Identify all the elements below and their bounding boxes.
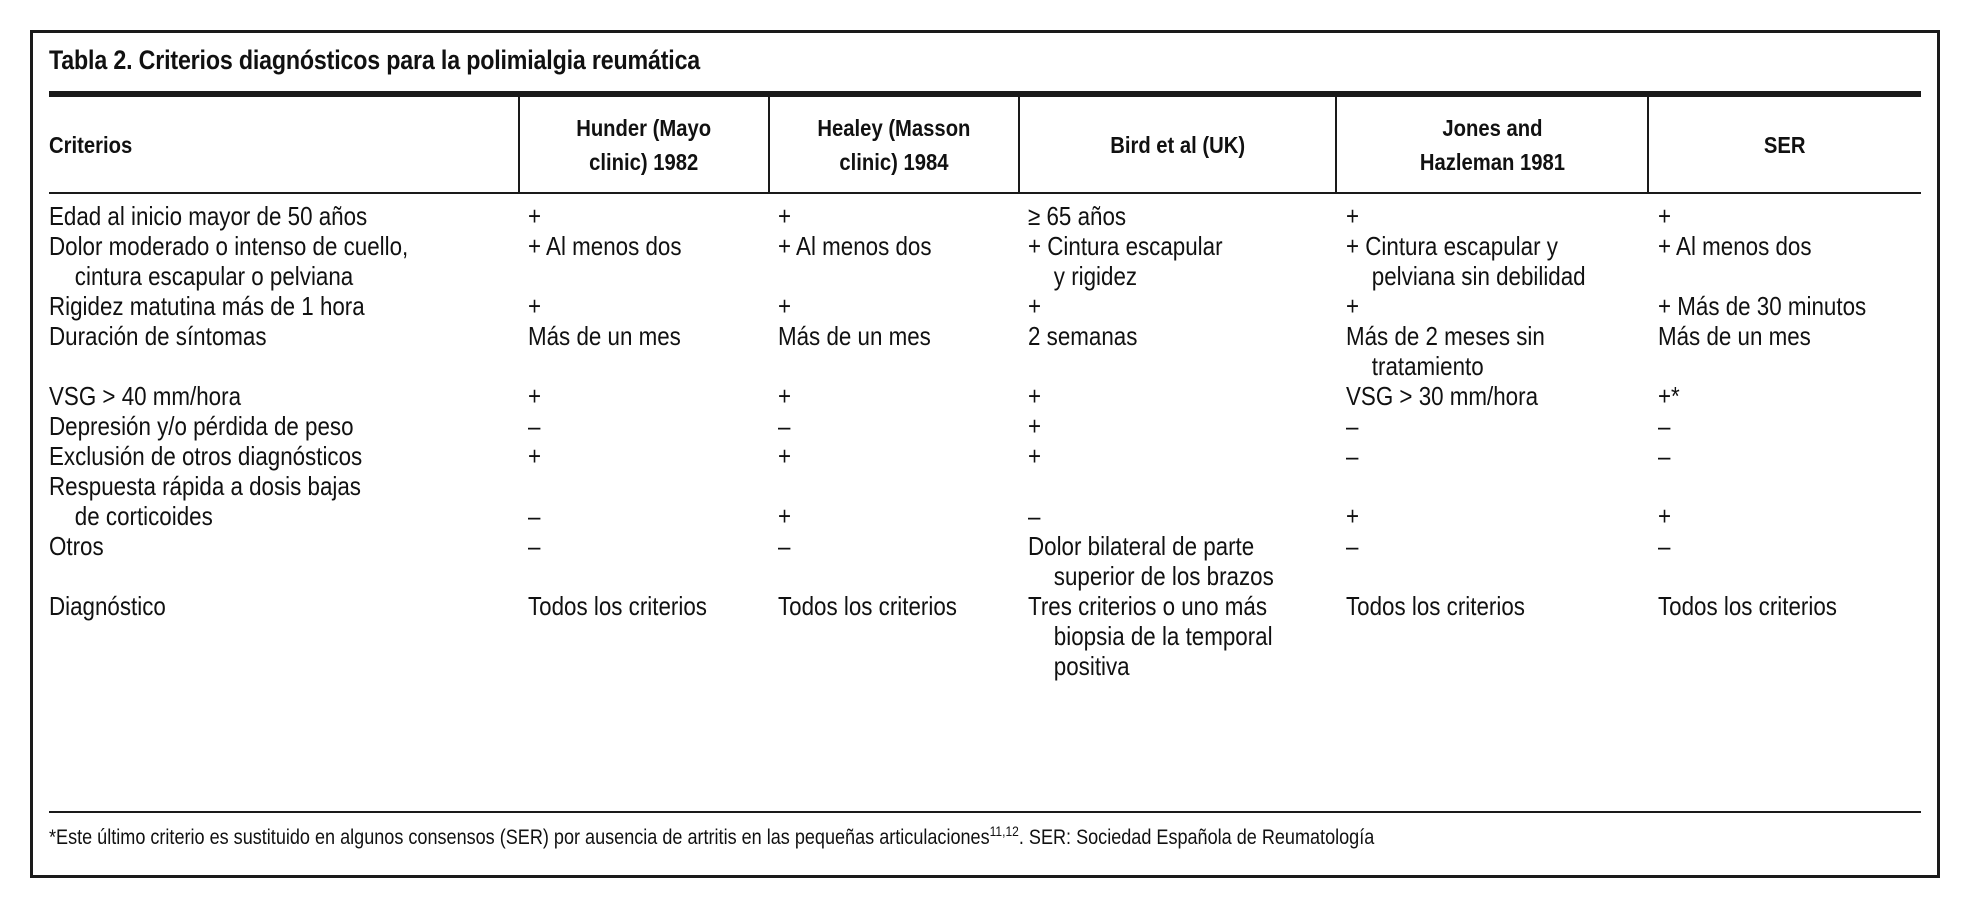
cell-line: Respuesta rápida a dosis bajas [49, 471, 361, 501]
cell-line: + Al menos dos [528, 231, 682, 261]
cell-line: Más de un mes [778, 321, 931, 351]
table-cell [528, 231, 707, 291]
cell-line: Otros [49, 531, 104, 561]
cell-line: + [1028, 411, 1042, 441]
table-frame [30, 30, 1940, 878]
cell-line: + [778, 441, 792, 471]
cell-line [528, 261, 682, 291]
cell-line: Rigidez matutina más de 1 hora [49, 291, 365, 321]
cell-line: + [1658, 201, 1672, 231]
cell-line: + [528, 381, 542, 411]
cell-line: VSG > 40 mm/hora [49, 381, 242, 411]
header-line: Hunder (Mayo [576, 114, 712, 141]
cell-line: Más de un mes [528, 321, 681, 351]
header-rule [49, 192, 1921, 194]
table-cell [1658, 471, 1673, 531]
header-line: clinic) 1984 [839, 148, 949, 175]
cell-line: – [778, 531, 791, 561]
cell-line [49, 561, 104, 591]
row-criterion [49, 471, 412, 531]
cell-line [778, 471, 791, 501]
header-line: Criterios [49, 131, 133, 158]
cell-line: Dolor moderado o intenso de cuello, [49, 231, 409, 261]
cell-line [778, 561, 804, 591]
table-cell [1346, 531, 1376, 591]
cell-line: – [528, 501, 541, 531]
cell-line: + [1028, 441, 1042, 471]
cell-line: Dolor bilateral de parte [1028, 531, 1255, 561]
footer-rule [49, 811, 1921, 813]
cell-line: 2 semanas [1028, 321, 1138, 351]
cell-line [528, 621, 707, 651]
cell-line: – [528, 531, 541, 561]
cell-line: + [1658, 501, 1672, 531]
table-cell [528, 471, 542, 531]
table-cell [528, 321, 706, 381]
cell-line: superior de los brazos [1053, 561, 1274, 591]
cell-line: – [1346, 441, 1359, 471]
cell-line [528, 471, 540, 501]
cell-line: + [1028, 291, 1042, 321]
cell-line [49, 621, 166, 651]
cell-line: + [528, 441, 542, 471]
cell-line: ≥ 65 años [1028, 201, 1127, 231]
table-cell [528, 591, 736, 651]
cell-line: Edad al inicio mayor de 50 años [49, 201, 368, 231]
table-cell [1346, 231, 1625, 291]
cell-line [1658, 561, 1684, 591]
cell-line: Diagnóstico [49, 591, 166, 621]
cell-line: – [1658, 441, 1671, 471]
table-cell [1658, 321, 1836, 381]
cell-line: + [528, 291, 542, 321]
cell-line: + Al menos dos [778, 231, 932, 261]
table-cell [778, 231, 957, 291]
cell-line [1346, 471, 1359, 501]
cell-line: Depresión y/o pérdida de peso [49, 411, 354, 441]
column-header-criterios [49, 97, 509, 192]
cell-line [1346, 621, 1525, 651]
cell-line: Todos los criterios [1346, 591, 1525, 621]
table-cell [778, 471, 793, 531]
cell-line: Todos los criterios [528, 591, 707, 621]
cell-line [778, 351, 931, 381]
cell-line: biopsia de la temporal [1053, 621, 1273, 651]
cell-line: – [528, 411, 541, 441]
cell-line [1346, 561, 1372, 591]
table-cell [778, 591, 986, 651]
cell-line: + Más de 30 minutos [1658, 291, 1867, 321]
row-criterion [49, 321, 302, 381]
header-line: Healey (Masson [817, 114, 971, 141]
cell-line: Tres criterios o uno más [1028, 591, 1267, 621]
table-cell [1346, 321, 1577, 381]
cell-line: – [1346, 531, 1359, 561]
cell-line [1658, 351, 1811, 381]
header-line: Hazleman 1981 [1419, 148, 1565, 175]
header-line: Jones and [1441, 114, 1543, 141]
table-cell [1346, 381, 1569, 441]
cell-line: +* [1658, 381, 1680, 411]
cell-line: + Cintura escapular [1028, 231, 1223, 261]
cell-line: Exclusión de otros diagnósticos [49, 441, 363, 471]
column-header-healey [770, 97, 1018, 192]
column-header-bird [1020, 97, 1335, 192]
column-header-jones [1337, 97, 1647, 192]
cell-line [778, 261, 932, 291]
row-criterion [49, 531, 113, 591]
cell-line: + [1028, 381, 1042, 411]
cell-line: de corticoides [74, 501, 213, 531]
cell-line: Más de 2 meses sin [1346, 321, 1545, 351]
cell-line [1658, 471, 1671, 501]
cell-line: – [1028, 501, 1041, 531]
cell-line: + [778, 201, 792, 231]
table-cell [1028, 531, 1314, 591]
cell-line: cintura escapular o pelviana [74, 261, 354, 291]
table-cell [778, 321, 956, 381]
cell-line: + [1346, 291, 1360, 321]
cell-line [1658, 621, 1837, 651]
table-cell [1658, 591, 1866, 651]
table-cell [1658, 231, 1837, 291]
cell-line [778, 621, 957, 651]
cell-line: + Cintura escapular y [1346, 231, 1558, 261]
header-line: Bird et al (UK) [1110, 131, 1245, 158]
footnote-reference: 11,12 [989, 823, 1019, 839]
table-cell [1028, 231, 1254, 291]
column-header-hunder [520, 97, 768, 192]
cell-line [528, 351, 681, 381]
table-cell [1028, 321, 1155, 381]
cell-line [528, 561, 554, 591]
cell-line [49, 351, 266, 381]
header-line: clinic) 1982 [589, 148, 699, 175]
table-cell [528, 531, 558, 591]
table-cell [1346, 591, 1554, 651]
cell-line [1028, 471, 1040, 501]
footnote-text: . SER: Sociedad Española de Reumatología [1018, 826, 1375, 849]
cell-line: positiva [1053, 651, 1130, 681]
cell-line: + [528, 201, 542, 231]
cell-line: tratamiento [1371, 351, 1484, 381]
table-cell [1028, 591, 1312, 681]
cell-line: y rigidez [1053, 261, 1138, 291]
cell-line: + [778, 501, 792, 531]
cell-line [1658, 261, 1812, 291]
table-title: Tabla 2. Criterios diagnósticos para la polimialgia reumática [49, 45, 701, 75]
cell-line: + [1346, 501, 1360, 531]
footnote-text: *Este último criterio es sustituido en algunos consensos (SER) por ausencia de artritis en las pequeñas articulaciones [49, 826, 990, 849]
cell-line: Todos los criterios [778, 591, 957, 621]
cell-line: – [778, 411, 791, 441]
cell-line: – [1658, 411, 1671, 441]
cell-line: pelviana sin debilidad [1371, 261, 1586, 291]
header-line: SER [1764, 131, 1806, 158]
cell-line: Duración de síntomas [49, 321, 267, 351]
table-footnote [49, 823, 1590, 850]
cell-line: Todos los criterios [1658, 591, 1837, 621]
cell-line: + Al menos dos [1658, 231, 1812, 261]
cell-line: – [1346, 411, 1359, 441]
cell-line: Más de un mes [1658, 321, 1811, 351]
cell-line [1028, 351, 1137, 381]
row-criterion [49, 231, 467, 291]
table-cell [778, 531, 808, 591]
cell-line: + [778, 381, 792, 411]
row-criterion [49, 591, 185, 651]
cell-line: VSG > 30 mm/hora [1346, 381, 1539, 411]
column-header-ser [1649, 97, 1921, 192]
table-cell [1346, 471, 1361, 531]
cell-line: + [778, 291, 792, 321]
table-cell [1028, 471, 1042, 531]
table-cell [1658, 531, 1688, 591]
cell-line: + [1346, 201, 1360, 231]
cell-line: – [1658, 531, 1671, 561]
